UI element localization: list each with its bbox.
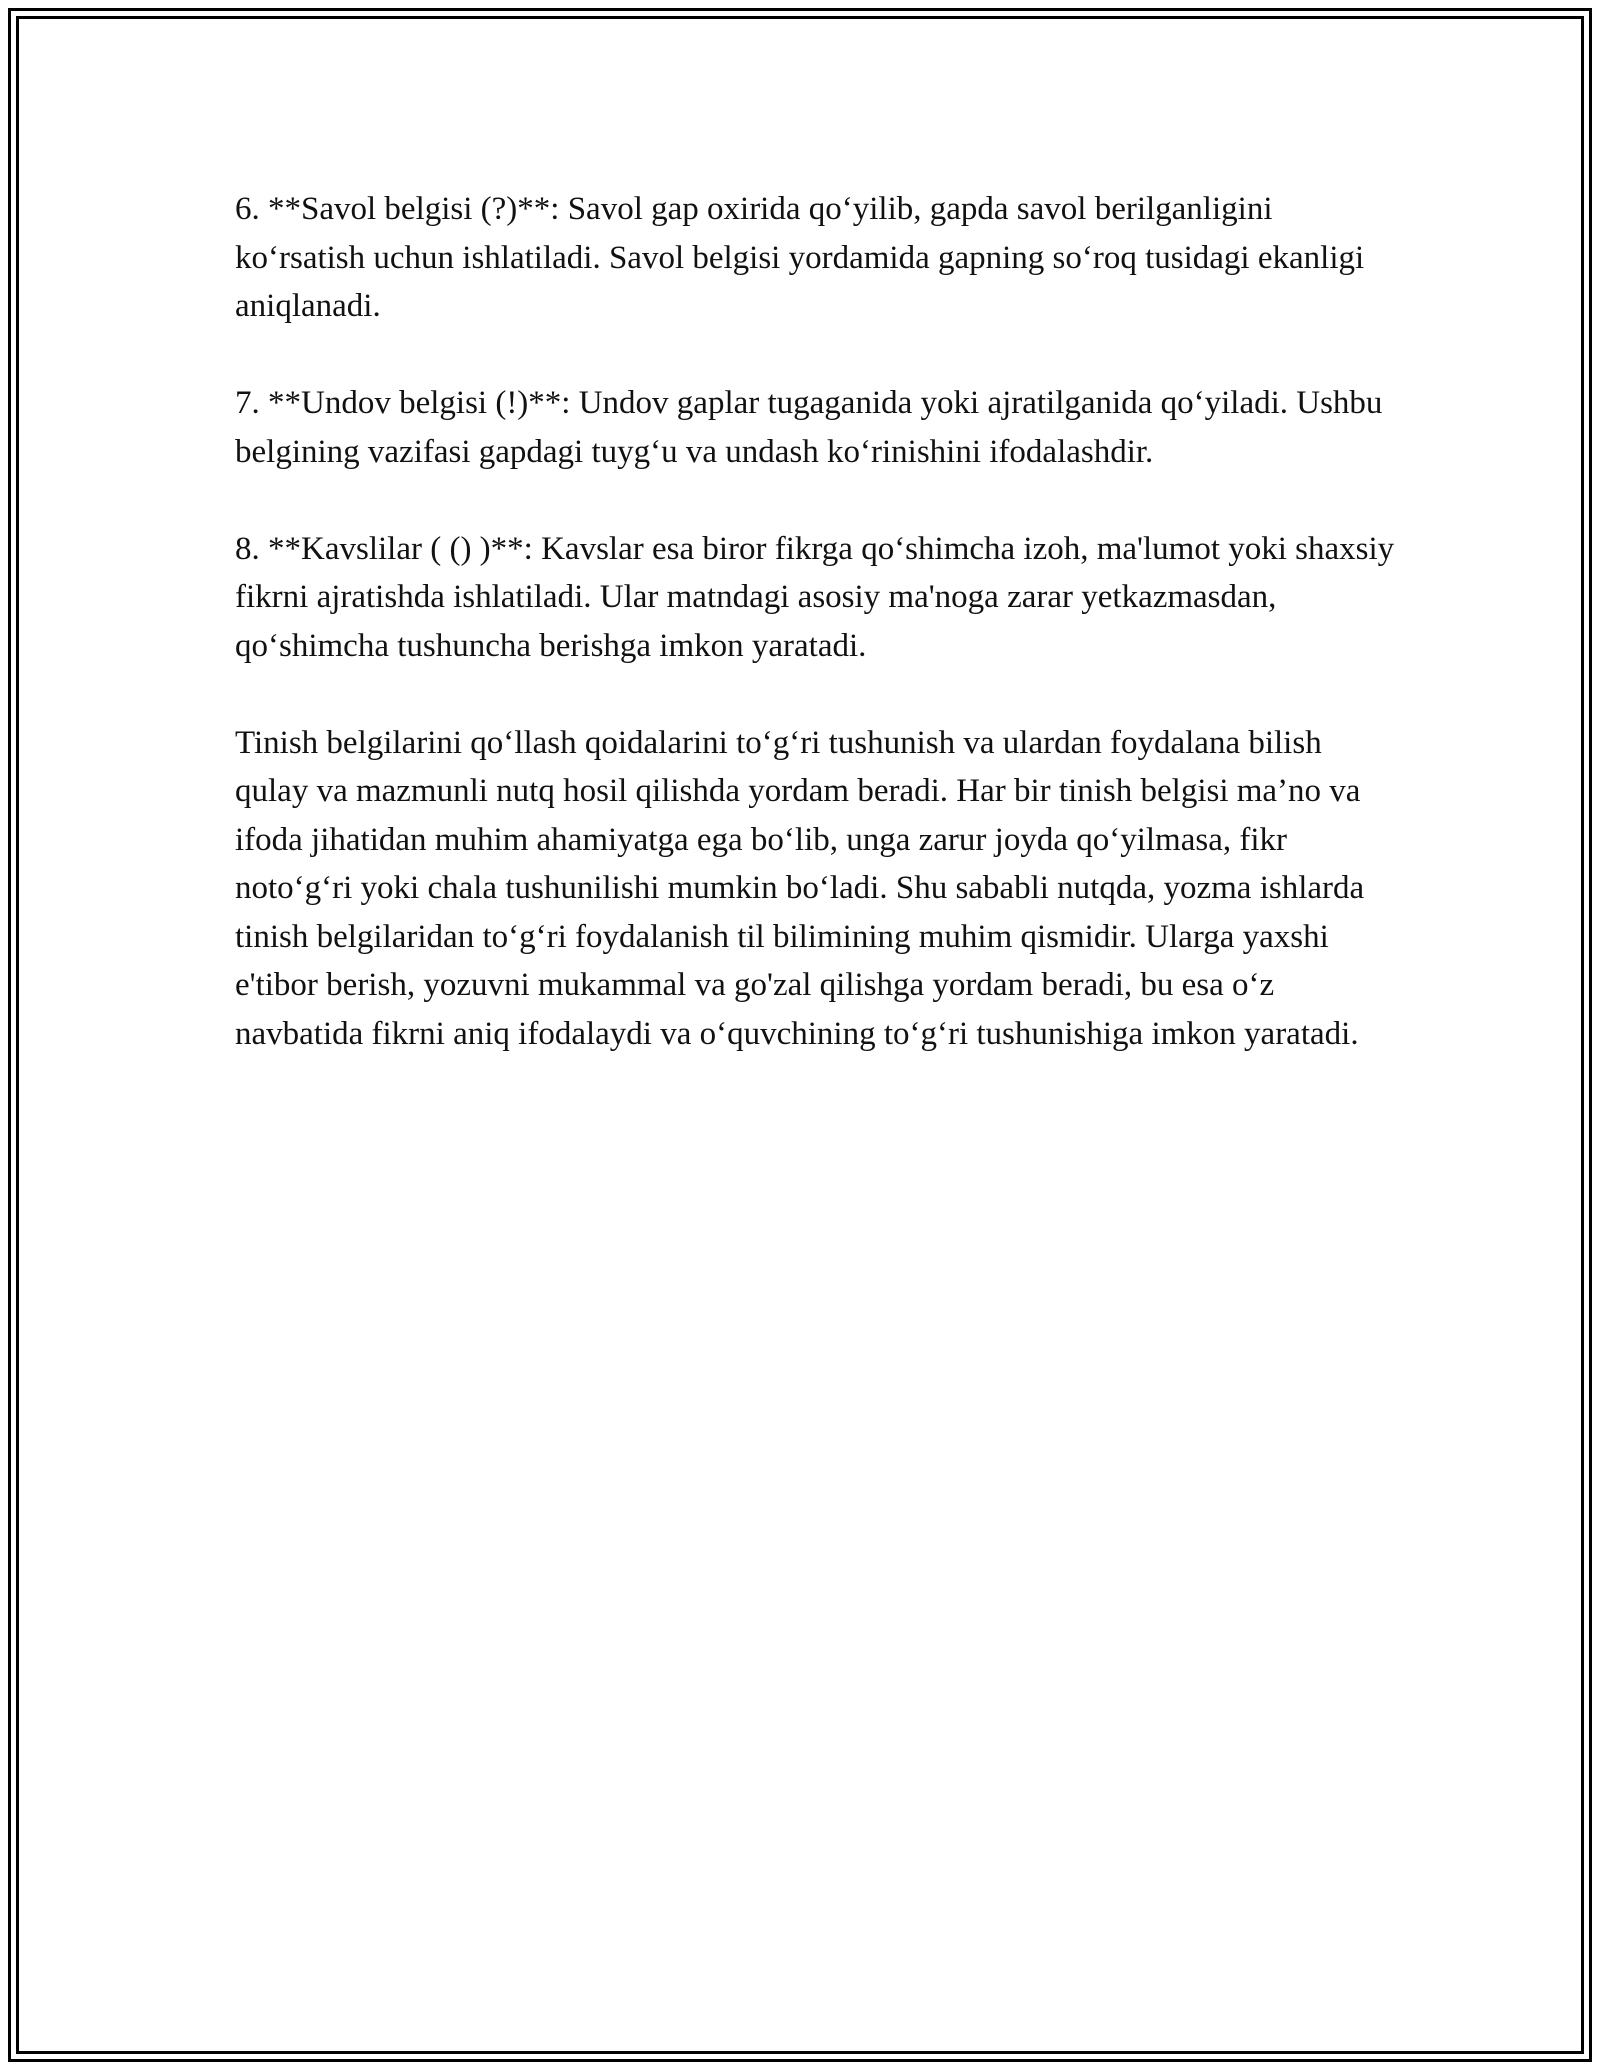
paragraph-exclamation-mark: 7. **Undov belgisi (!)**: Undov gaplar tugaganida yoki ajratilganida qo‘yiladi. Ushbu belgining vazifasi gapdagi tuyg‘u va undash ko‘rinishini ifodalashdir. [235, 385, 1383, 470]
paragraph-parentheses: 8. **Kavslilar ( () )**: Kavslar esa biror fikrga qo‘shimcha izoh, ma'lumot yoki shaxsiy fikrni ajratishda ishlatiladi. Ular matndagi asosiy ma'noga zarar yetkazmasdan, qo‘shimcha tushuncha berishga imkon yaratadi. [235, 530, 1395, 664]
paragraph-conclusion: Tinish belgilarini qo‘llash qoidalarini to‘g‘ri tushunish va ulardan foydalana bilish qulay va mazmunli nutq hosil qilishda yordam beradi. Har bir tinish belgisi ma’no va ifoda jihatidan muhim ahamiyatga ega bo‘lib, unga zarur joyda qo‘yilmasa, fikr noto‘g‘ri yoki chala tushunilishi mumkin bo‘ladi. Shu sababli nutqda, yozma ishlarda tinish belgilaridan to‘g‘ri foydalanish til bilimining muhim qismidir. Ularga yaxshi e'tibor berish, yozuvni mukammal va go'zal qilishga yordam beradi, bu esa o‘z navbatida fikrni aniq ifodalaydi va o‘quvchining to‘g‘ri tushunishiga imkon yaratadi. [235, 724, 1365, 1052]
document-body [235, 185, 1395, 1107]
paragraph-question-mark: 6. **Savol belgisi (?)**: Savol gap oxirida qo‘yilib, gapda savol berilganligini ko‘rsatish uchun ishlatiladi. Savol belgisi yordamida gapning so‘roq tusidagi ekanligi aniqlanadi. [235, 191, 1365, 324]
